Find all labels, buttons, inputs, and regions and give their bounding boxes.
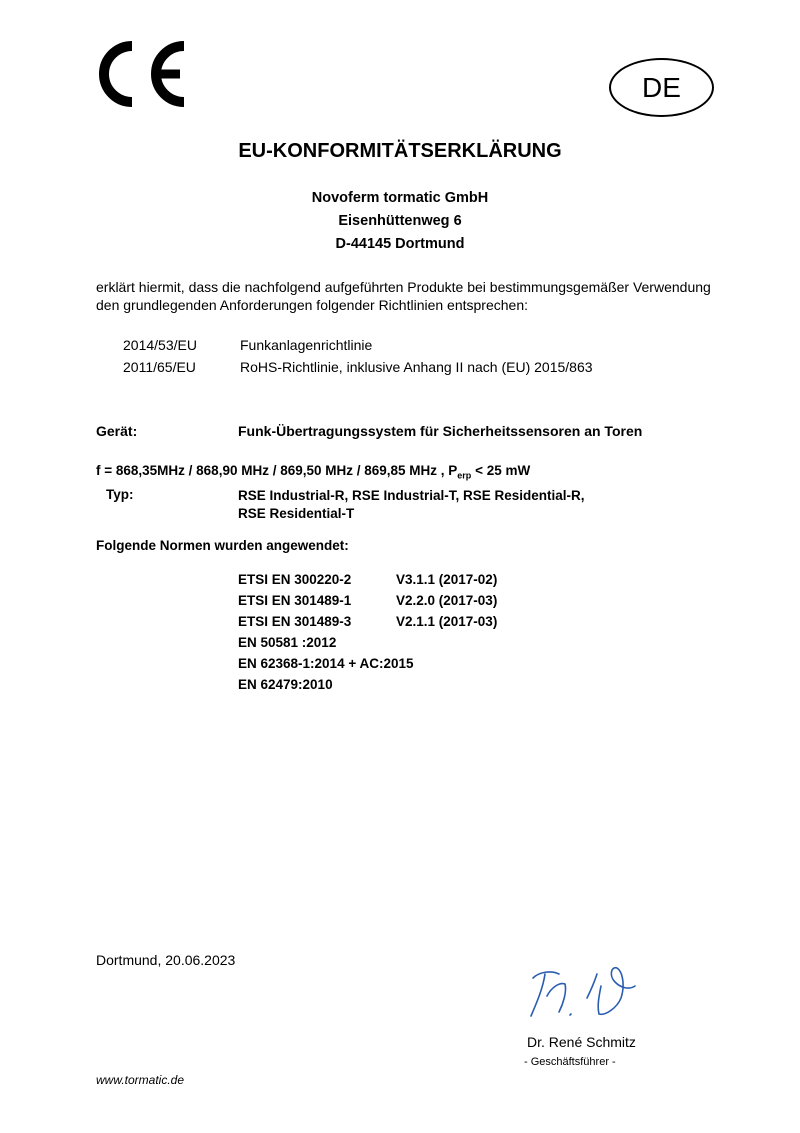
device-label: Gerät: — [96, 423, 138, 439]
signer-name: Dr. René Schmitz — [527, 1034, 636, 1050]
type-value: RSE Industrial-R, RSE Industrial-T, RSE Residential-R, RSE Residential-T — [238, 488, 585, 521]
company-street: Eisenhüttenweg 6 — [338, 213, 462, 229]
company-name: Novoferm tormatic GmbH — [311, 190, 489, 206]
signer-role: - Geschäftsführer - — [524, 1056, 616, 1068]
norm-version: V3.1.1 (2017-02) — [396, 572, 498, 587]
place-and-date: Dortmund, 20.06.2023 — [96, 952, 236, 968]
declaration-intro: erklärt hiermit, dass die nachfolgend aufgeführten Produkte bei bestimmungsgemäßer Verwendung den grundlegenden Anforderungen folgender Richtlinien entsprechen: — [96, 279, 711, 313]
directive-code: 2011/65/EU — [123, 359, 196, 375]
country-badge: DE — [609, 58, 714, 117]
norm-standard: EN 62368-1:2014 + AC:2015 — [238, 656, 414, 671]
norm-standard: ETSI EN 300220-2 — [238, 572, 352, 587]
device-value: Funk-Übertragungssystem für Sicherheitssensoren an Toren — [238, 423, 643, 439]
frequency-line: f = 868,35MHz / 868,90 MHz / 869,50 MHz / 869,85 MHz , $P_{erp} < 25$ mW — [96, 463, 531, 481]
document-title: EU-KONFORMITÄTSERKLÄRUNG — [238, 140, 562, 162]
norm-version: V2.2.0 (2017-03) — [396, 593, 498, 608]
directive-description: RoHS-Richtlinie, inklusive Anhang II nach (EU) 2015/863 — [240, 359, 593, 375]
directive-description: Funkanlagenrichtlinie — [240, 337, 373, 353]
power-subscript: erp — [457, 470, 472, 481]
ce-mark-logo — [92, 40, 188, 108]
type-label: Typ: — [106, 487, 134, 502]
company-city: D-44145 Dortmund — [335, 236, 465, 252]
directive-code: 2014/53/EU — [123, 337, 197, 353]
norm-version: V2.1.1 (2017-03) — [396, 614, 498, 629]
signature-image — [525, 960, 645, 1022]
norm-standard: ETSI EN 301489-3 — [238, 614, 352, 629]
norm-standard: EN 50581 :2012 — [238, 635, 337, 650]
norms-heading: Folgende Normen wurden angewendet: — [96, 538, 349, 553]
norm-standard: EN 62479:2010 — [238, 677, 333, 692]
norm-standard: ETSI EN 301489-1 — [238, 593, 352, 608]
website-link[interactable]: www.tormatic.de — [96, 1073, 185, 1087]
